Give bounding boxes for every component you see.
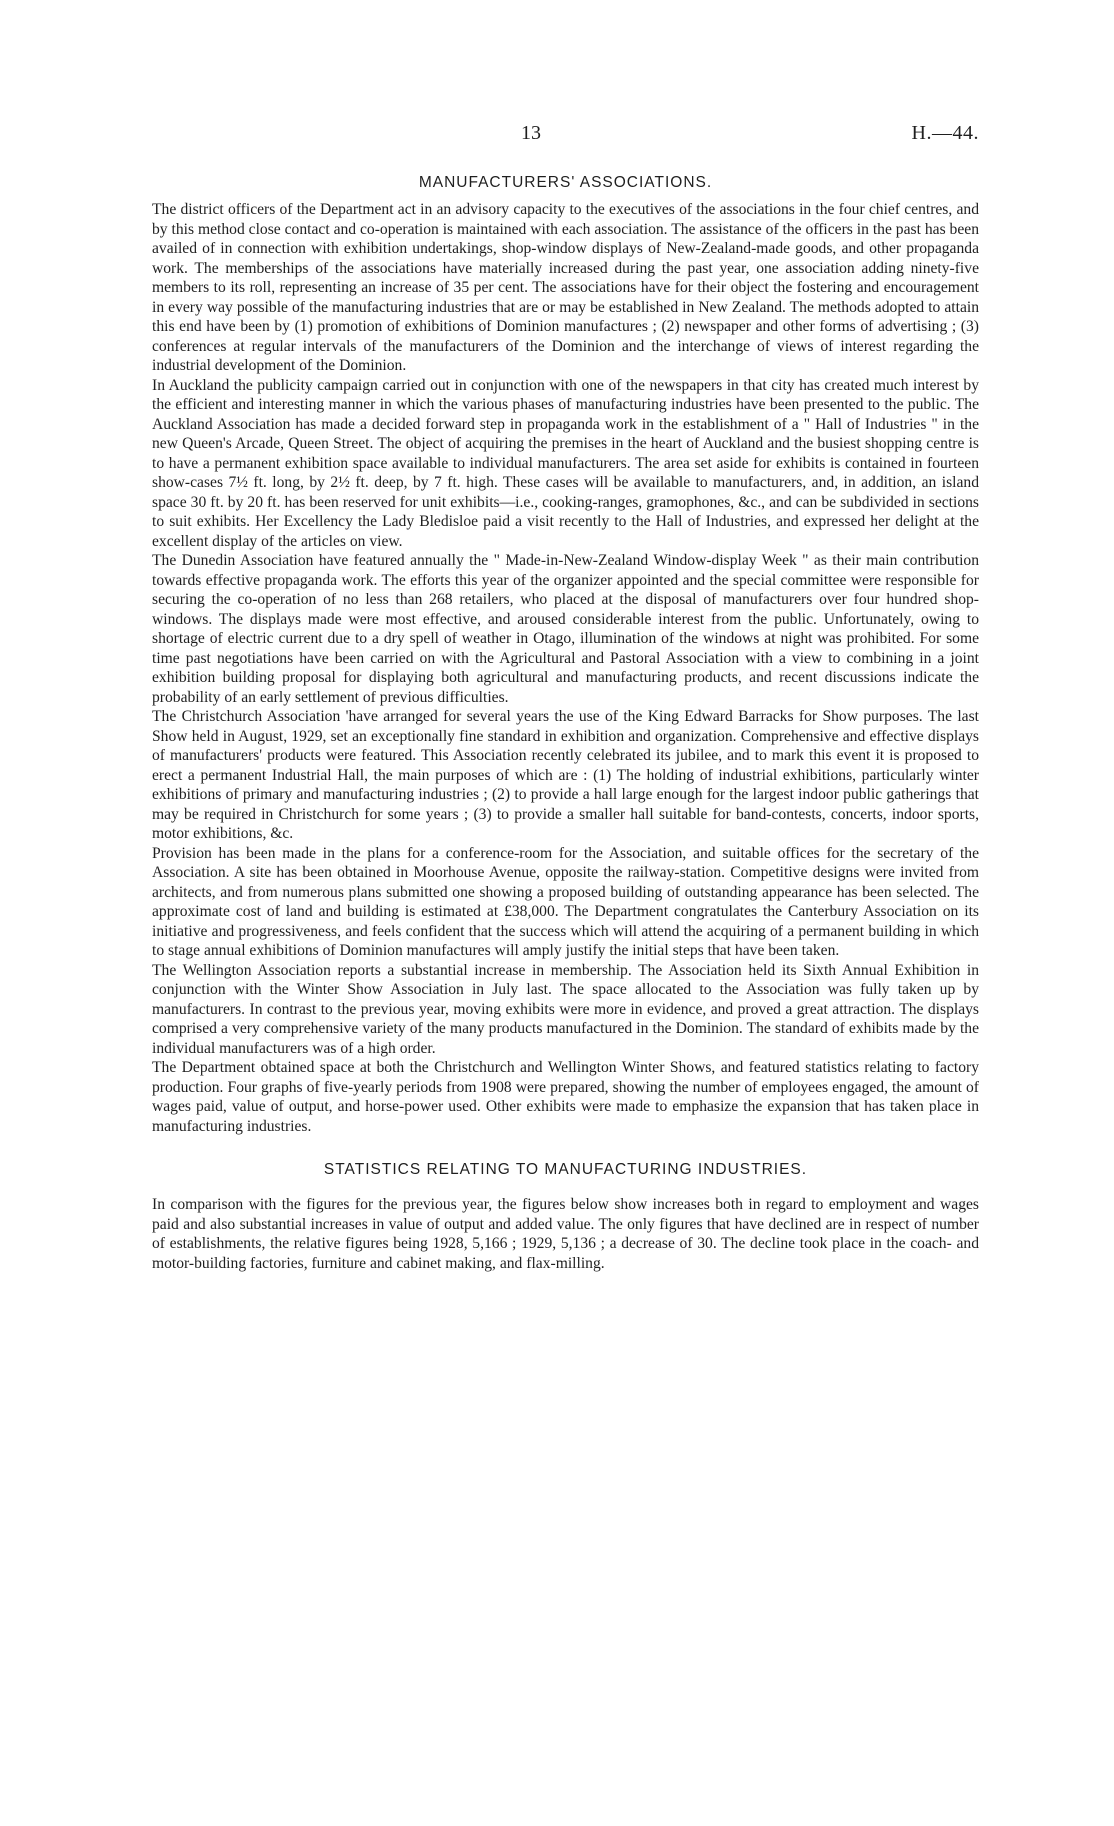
paragraph: The Christchurch Association 'have arranged for several years the use of the King Edward Barracks for Show purposes. The last Show held in August, 1929, set an exceptionally fine standard in exhibition and organization. Comprehensive and effective displays of manufacturers' products were featured. This Association recently celebrated its jubilee, and to mark this event it is proposed to erect a permanent Industrial Hall, the main purposes of which are : (1) The holding of industrial exhibitions, particularly winter exhibitions of primary and manufacturing industries ; (2) to provide a hall large enough for the largest indoor public gatherings that may be required in Christchurch for some years ; (3) to provide a smaller hall suitable for band-contests, concerts, indoor sports, motor exhibitions, &c. bbox=[152, 708, 979, 842]
page-number: 13 bbox=[521, 122, 541, 144]
paragraph: Provision has been made in the plans for a conference-room for the Association, and suitable offices for the secretary of the Association. A site has been obtained in Moorhouse Avenue, opposite the railway-station. Competitive designs were invited from architects, and from numerous plans submitted one showing a proposed building of outstanding appearance has been selected. The approximate cost of land and building is estimated at £38,000. The Department congratulates the Canterbury Association on its initiative and progressiveness, and feels confident that the success which will attend the acquiring of a permanent building in which to stage annual exhibitions of Dominion manufactures will amply justify the initial steps that have been taken. bbox=[152, 844, 979, 959]
document-reference: H.—44. bbox=[911, 122, 979, 144]
section-heading-statistics: STATISTICS RELATING TO MANUFACTURING INDUSTRIES. bbox=[323, 1161, 808, 1178]
paragraph: In Auckland the publicity campaign carried out in conjunction with one of the newspapers in that city has created much interest by the efficient and interesting manner in which the various phases of manufacturing industries have been presented to the public. The Auckland Association has made a decided forward step in propaganda work in the establishment of a " Hall of Industries " in the new Queen's Arcade, Queen Street. The object of acquiring the premises in the heart of Auckland and the busiest shopping centre is to have a permanent exhibition space available to individual manufacturers. The area set aside for exhibits is contained in fourteen show-cases 7½ ft. long, by 2½ ft. deep, by 7 ft. high. These cases will be available to manufacturers, and, in addition, an island space 30 ft. by 20 ft. has been reserved for unit exhibits—i.e., cooking-ranges, gramophones, &c., and can be subdivided in sections to suit exhibits. Her Excellency the Lady Bledisloe paid a visit recently to the Hall of Industries, and expressed her delight at the excellent display of the articles on view. bbox=[152, 376, 979, 550]
paragraph: The district officers of the Department act in an advisory capacity to the executives of the associations in the four chief centres, and by this method close contact and co-operation is maintained with each association. The assistance of the officers in the past has been availed of in connection with exhibition undertakings, shop-window displays of New-Zealand-made goods, and other propaganda work. The memberships of the associations have materially increased during the past year, one association adding ninety-five members to its roll, representing an increase of 35 per cent. The associations have for their object the fostering and encouragement in every way possible of the manufacturing industries that are or may be established in New Zealand. The methods adopted to attain this end have been by (1) promotion of exhibitions of Dominion manufactures ; (2) newspaper and other forms of advertising ; (3) conferences at regular intervals of the manufacturers of the Dominion and the interchange of views of interest regarding the industrial development of the Dominion. bbox=[152, 201, 979, 374]
paragraph: The Department obtained space at both the Christchurch and Wellington Winter Shows, and featured statistics relating to factory production. Four graphs of five-yearly periods from 1908 were prepared, showing the number of employees engaged, the amount of wages paid, value of output, and horse-power used. Other exhibits were made to emphasize the expansion that has taken place in manufacturing industries. bbox=[152, 1059, 979, 1135]
paragraph: The Dunedin Association have featured annually the " Made-in-New-Zealand Window-display Week " as their main contribution towards effective propaganda work. The efforts this year of the organizer appointed and the special committee were responsible for securing the co-operation of no less than 268 retailers, who placed at the disposal of manufacturers over four hundred shop-windows. The displays made were most effective, and aroused considerable interest from the public. Unfortunately, owing to shortage of electric current due to a dry spell of weather in Otago, illumination of the windows at night was prohibited. For some time past negotiations have been carried on with the Agricultural and Pastoral Association with a view to combining in a joint exhibition building proposal for displaying both agricultural and manufacturing products, and recent discussions indicate the probability of an early settlement of previous difficulties. bbox=[152, 552, 979, 706]
paragraph: In comparison with the figures for the previous year, the figures below show increases both in regard to employment and wages paid and also substantial increases in value of output and added value. The only figures that have declined are in respect of number of establishments, the relative figures being 1928, 5,166 ; 1929, 5,136 ; a decrease of 30. The decline took place in the coach- and motor-building factories, furniture and cabinet making, and flax-milling. bbox=[152, 1196, 979, 1272]
section-heading-manufacturers-associations: MANUFACTURERS' ASSOCIATIONS. bbox=[418, 174, 713, 191]
paragraph: The Wellington Association reports a substantial increase in membership. The Association held its Sixth Annual Exhibition in conjunction with the Winter Show Association in July last. The space allocated to the Association was fully taken up by manufacturers. In contrast to the previous year, moving exhibits were more in evidence, and proved a great attraction. The displays comprised a very comprehensive variety of the many products manufactured in the Dominion. The standard of exhibits made by the individual manufacturers was of a high order. bbox=[152, 961, 979, 1057]
